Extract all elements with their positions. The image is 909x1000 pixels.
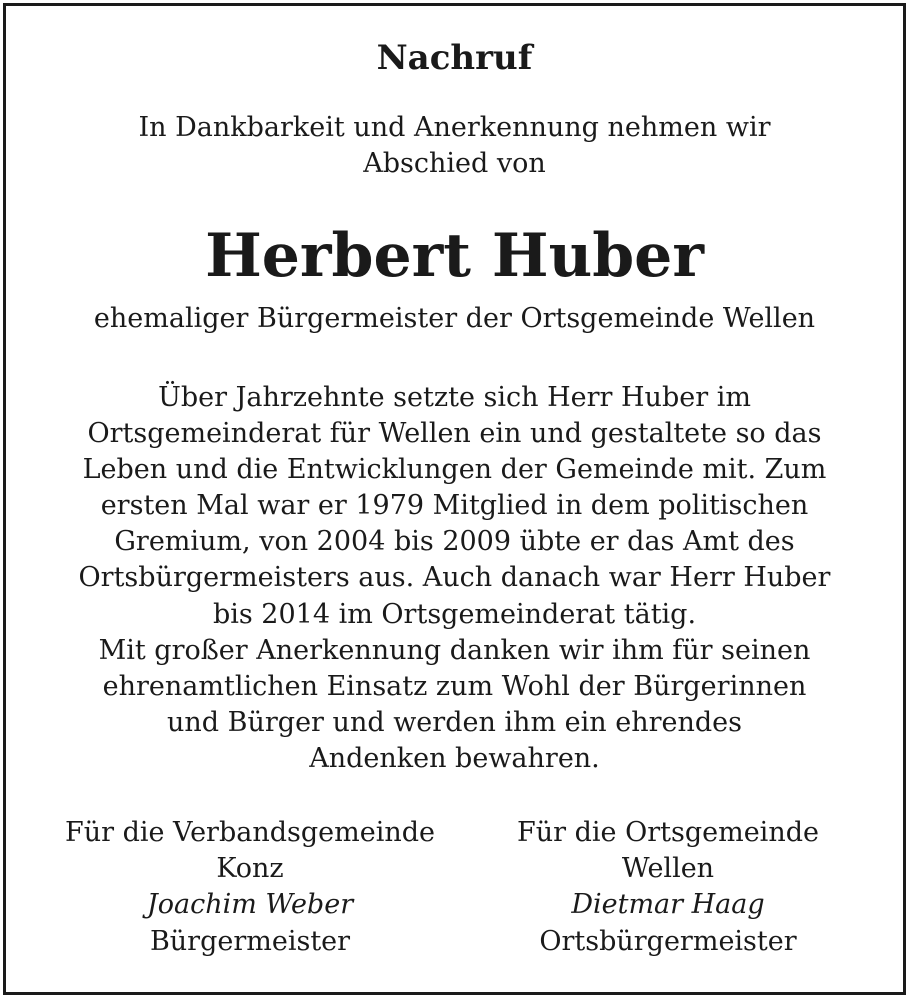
obituary-body: [0, 380, 909, 777]
signature-organization: Für die Ortsgemeinde: [517, 817, 819, 848]
signature-block-ortsgemeinde: [448, 815, 888, 960]
body-line: Ortsbürgermeisters aus. Auch danach war Herr Huber: [78, 562, 831, 594]
intro-text: [0, 110, 909, 182]
body-line: Gremium, von 2004 bis 2009 übte er das Amt des: [114, 526, 795, 558]
body-line: und Bürger und werden ihm ein ehrendes: [167, 706, 742, 738]
signer-title: Bürgermeister: [149, 925, 351, 957]
body-line: ehrenamtlichen Einsatz zum Wohl der Bürgerinnen: [102, 670, 807, 702]
body-line: Mit großer Anerkennung danken wir ihm für seinen: [98, 634, 811, 666]
body-line: Über Jahrzehnte setzte sich Herr Huber im: [158, 382, 751, 413]
signature-organization-place: Wellen: [621, 853, 715, 885]
deceased-name: Herbert Huber: [205, 221, 704, 291]
signature-organization-place: Konz: [216, 853, 284, 885]
signer-name: Joachim Weber: [146, 889, 354, 921]
signature-organization: Für die Verbandsgemeinde: [64, 817, 436, 848]
body-line: Leben und die Entwicklungen der Gemeinde mit. Zum: [82, 454, 827, 486]
intro-line: In Dankbarkeit und Anerkennung nehmen wir: [138, 112, 771, 143]
body-line: Andenken bewahren.: [309, 742, 600, 774]
notice-heading: Nachruf: [376, 38, 533, 78]
intro-line: Abschied von: [363, 148, 546, 179]
body-line: Ortsgemeinderat für Wellen ein und gestaltete so das: [87, 418, 822, 450]
signer-title: Ortsbürgermeister: [539, 925, 797, 957]
deceased-role: ehemaliger Bürgermeister der Ortsgemeinde Wellen: [93, 303, 816, 334]
body-line: bis 2014 im Ortsgemeinderat tätig.: [212, 598, 697, 630]
body-line: ersten Mal war er 1979 Mitglied in dem politischen: [100, 490, 809, 522]
signature-block-verbandsgemeinde: [30, 815, 470, 960]
signer-name: Dietmar Haag: [571, 889, 765, 921]
